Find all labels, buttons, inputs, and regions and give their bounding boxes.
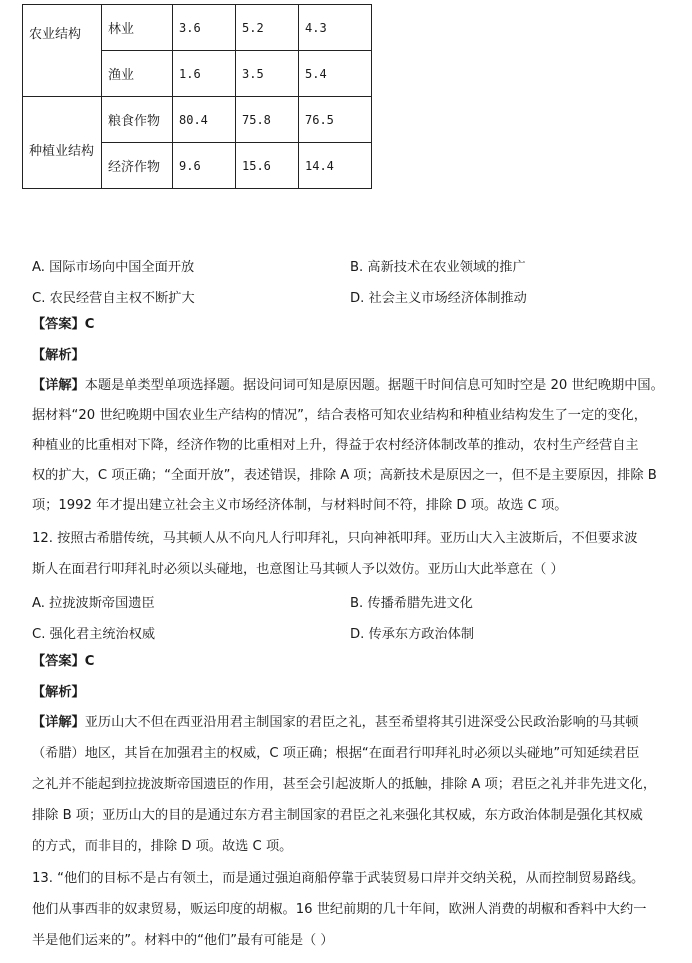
- table-cell: 1.6: [173, 51, 236, 97]
- detail-tag: 【详解】: [32, 715, 85, 730]
- q11-detail-line-5: 项；1992 年才提出建立社会主义市场经济体制，与材料时间不符，排除 D 项。故选 C 项。: [32, 498, 568, 513]
- q11-analysis-tag: [32, 347, 85, 365]
- row-label: 林业: [102, 5, 173, 51]
- table-cell: 80.4: [173, 97, 236, 143]
- q13-stem-line-3: 半是他们运来的”。材料中的“他们”最有可能是（ ）: [32, 933, 334, 948]
- table-cell: 3.5: [236, 51, 299, 97]
- table-cell: 76.5: [299, 97, 372, 143]
- detail-tag: 【详解】: [32, 378, 85, 393]
- q12-answer: [32, 653, 94, 671]
- q11-detail-line-3: 种植业的比重相对下降，经济作物的比重相对上升，得益于农村经济体制改革的推动，农村生产经营自主: [32, 438, 639, 453]
- analysis-tag: 【解析】: [32, 348, 85, 363]
- answer-tag: 【答案】: [32, 654, 85, 669]
- table-cell: 3.6: [173, 5, 236, 51]
- detail-text: 本题是单类型单项选择题。据设问词可知是原因题。据题干时间信息可知时空是 20 世纪晚期中国。: [84, 378, 664, 393]
- table-cell: 5.2: [236, 5, 299, 51]
- q12-detail-line-4: 排除 B 项；亚历山大的目的是通过东方君主制国家的君臣之礼来强化其权威，东方政治体制是强化其权威: [32, 808, 643, 823]
- q12-stem-line-1: 12. 按照古希腊传统，马其顿人从不向凡人行叩拜礼，只向神祇叩拜。亚历山大入主波斯后，不但要求波: [32, 531, 638, 546]
- answer-value: C: [84, 317, 95, 332]
- group-header-planting: 种植业结构: [23, 97, 102, 189]
- answer-value: C: [84, 654, 95, 669]
- q11-answer: [32, 316, 94, 334]
- q12-option-b: B. 传播希腊先进文化: [350, 596, 473, 611]
- table-cell: 75.8: [236, 97, 299, 143]
- q11-detail-line-1: [32, 377, 664, 395]
- q11-option-b: B. 高新技术在农业领域的推广: [350, 260, 526, 275]
- data-table: [22, 4, 372, 189]
- q12-detail-line-3: 之礼并不能起到拉拢波斯帝国遗臣的作用，甚至会引起波斯人的抵触，排除 A 项；君臣之礼并非先进文化，: [32, 777, 657, 792]
- table-row: [23, 5, 372, 51]
- analysis-tag: 【解析】: [32, 685, 85, 700]
- q13-stem-line-2: 他们从事西非的奴隶贸易，贩运印度的胡椒。16 世纪前期的几十年间，欧洲人消费的胡椒和香料中大约一: [32, 902, 647, 917]
- group-header-agriculture: 农业结构: [23, 5, 102, 97]
- q12-stem-line-2: 斯人在面君行叩拜礼时必须以头碰地，也意图让马其顿人予以效仿。亚历山大此举意在（ ）: [32, 562, 564, 577]
- table-cell: 9.6: [173, 143, 236, 189]
- table-cell: 14.4: [299, 143, 372, 189]
- table-cell: 15.6: [236, 143, 299, 189]
- q12-analysis-tag: [32, 684, 85, 702]
- q12-option-c: C. 强化君主统治权威: [32, 627, 156, 642]
- q11-option-a: A. 国际市场向中国全面开放: [32, 260, 195, 275]
- detail-text: 亚历山大不但在西亚沿用君主制国家的君臣之礼，甚至希望将其引进深受公民政治影响的马其顿: [84, 715, 639, 730]
- q12-detail-line-5: 的方式，而非目的，排除 D 项。故选 C 项。: [32, 839, 293, 854]
- q12-detail-line-2: （希腊）地区，其旨在加强君主的权威，C 项正确；根据“在面君行叩拜礼时必须以头碰地”可知延续君臣: [32, 746, 640, 761]
- answer-tag: 【答案】: [32, 317, 85, 332]
- row-label: 经济作物: [102, 143, 173, 189]
- row-label: 渔业: [102, 51, 173, 97]
- table-cell: 5.4: [299, 51, 372, 97]
- row-label: 粮食作物: [102, 97, 173, 143]
- q11-option-d: D. 社会主义市场经济体制推动: [350, 291, 527, 306]
- q11-option-c: C. 农民经营自主权不断扩大: [32, 291, 195, 306]
- q12-option-a: A. 拉拢波斯帝国遗臣: [32, 596, 155, 611]
- q12-option-d: D. 传承东方政治体制: [350, 627, 475, 642]
- table-cell: 4.3: [299, 5, 372, 51]
- q11-detail-line-2: 据材料“20 世纪晚期中国农业生产结构的情况”，结合表格可知农业结构和种植业结构发生了一定的变化，: [32, 408, 647, 423]
- q11-detail-line-4: 权的扩大，C 项正确；“全面开放”，表述错误，排除 A 项；高新技术是原因之一，但不是主要原因，排除 B: [32, 468, 657, 483]
- q12-detail-line-1: [32, 714, 639, 732]
- table-row: [23, 97, 372, 143]
- q13-stem-line-1: 13. “他们的目标不是占有领土，而是通过强迫商船停靠于武装贸易口岸并交纳关税，从而控制贸易路线。: [32, 871, 645, 886]
